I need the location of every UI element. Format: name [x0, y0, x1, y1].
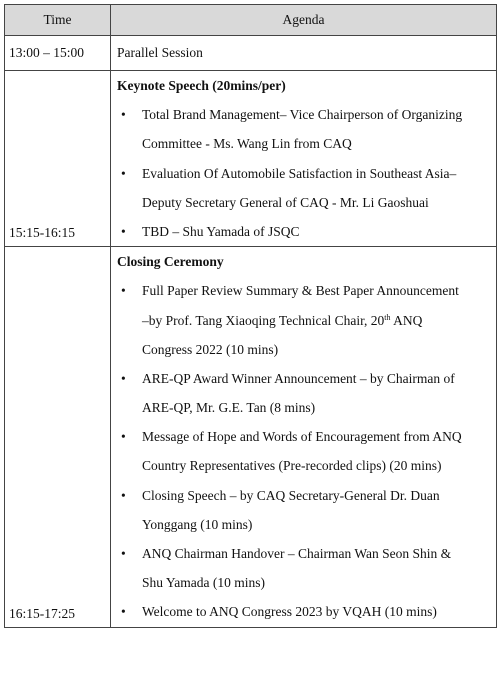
section-title: Keynote Speech (20mins/per): [117, 78, 286, 93]
agenda-cell: [111, 71, 497, 247]
bullet-icon: •: [121, 487, 126, 503]
header-row: [5, 5, 497, 36]
item-line: ARE-QP Award Winner Announcement – by Chairman of: [142, 370, 455, 386]
bullet-icon: •: [121, 370, 126, 386]
item-line: Evaluation Of Automobile Satisfaction in Southeast Asia–: [142, 165, 457, 181]
item-line: Message of Hope and Words of Encouragement from ANQ: [142, 429, 462, 445]
agenda-header: Agenda: [111, 5, 497, 36]
item-line: ANQ Chairman Handover – Chairman Wan Seon Shin &: [142, 546, 452, 561]
bullet-icon: •: [121, 429, 126, 445]
item-line: Congress 2022 (10 mins): [142, 341, 279, 357]
list-item: [117, 481, 492, 539]
time-cell: [5, 36, 111, 71]
time-header: Time: [5, 5, 111, 36]
list-item: [117, 539, 492, 597]
item-line: Committee - Ms. Wang Lin from CAQ: [142, 136, 352, 152]
list-item: [117, 422, 492, 480]
list-item: [117, 159, 492, 217]
item-line: Closing Speech – by CAQ Secretary-General Dr. Duan: [142, 487, 440, 503]
item-line: Yonggang (10 mins): [142, 516, 253, 532]
item-line: ARE-QP, Mr. G.E. Tan (8 mins): [142, 400, 316, 416]
time-text: 16:15-17:25: [9, 605, 75, 621]
superscript-text: th: [384, 312, 391, 322]
item-text: –by Prof. Tang Xiaoqing Technical Chair, 20: [142, 312, 385, 328]
list-item: [117, 100, 492, 158]
table-row: [5, 71, 497, 247]
item-line: Full Paper Review Summary & Best Paper Announcement: [142, 283, 459, 299]
list-item: [117, 364, 492, 422]
bullet-icon: •: [121, 107, 126, 123]
time-text: 13:00 – 15:00: [9, 45, 85, 60]
bullet-icon: •: [121, 546, 126, 561]
item-line: TBD – Shu Yamada of JSQC: [142, 223, 300, 239]
item-line: Total Brand Management– Vice Chairperson of Organizing: [142, 107, 463, 123]
agenda-cell: [111, 36, 497, 71]
item-line: Shu Yamada (10 mins): [142, 575, 266, 591]
item-line: Welcome to ANQ Congress 2023 by VQAH (10 mins): [142, 604, 437, 620]
bullet-icon: •: [121, 604, 126, 620]
agenda-table: [4, 4, 497, 628]
item-line: Deputy Secretary General of CAQ - Mr. Li Gaoshuai: [142, 194, 429, 210]
time-cell: [5, 247, 111, 627]
table-row: [5, 247, 497, 627]
bullet-icon: •: [121, 283, 126, 299]
section-title: Closing Ceremony: [117, 254, 224, 270]
list-item: [117, 597, 492, 626]
list-item: [117, 276, 492, 364]
bullet-icon: •: [121, 223, 126, 239]
agenda-cell: [111, 247, 497, 627]
item-line: [142, 306, 492, 335]
time-cell: [5, 71, 111, 247]
session-title: Parallel Session: [117, 45, 203, 61]
bullet-icon: •: [121, 165, 126, 181]
list-item: [117, 217, 492, 246]
table-row: [5, 36, 497, 71]
item-text: ANQ: [390, 312, 423, 328]
time-text: 15:15-16:15: [9, 225, 75, 241]
item-line: Country Representatives (Pre-recorded clips) (20 mins): [142, 458, 442, 474]
